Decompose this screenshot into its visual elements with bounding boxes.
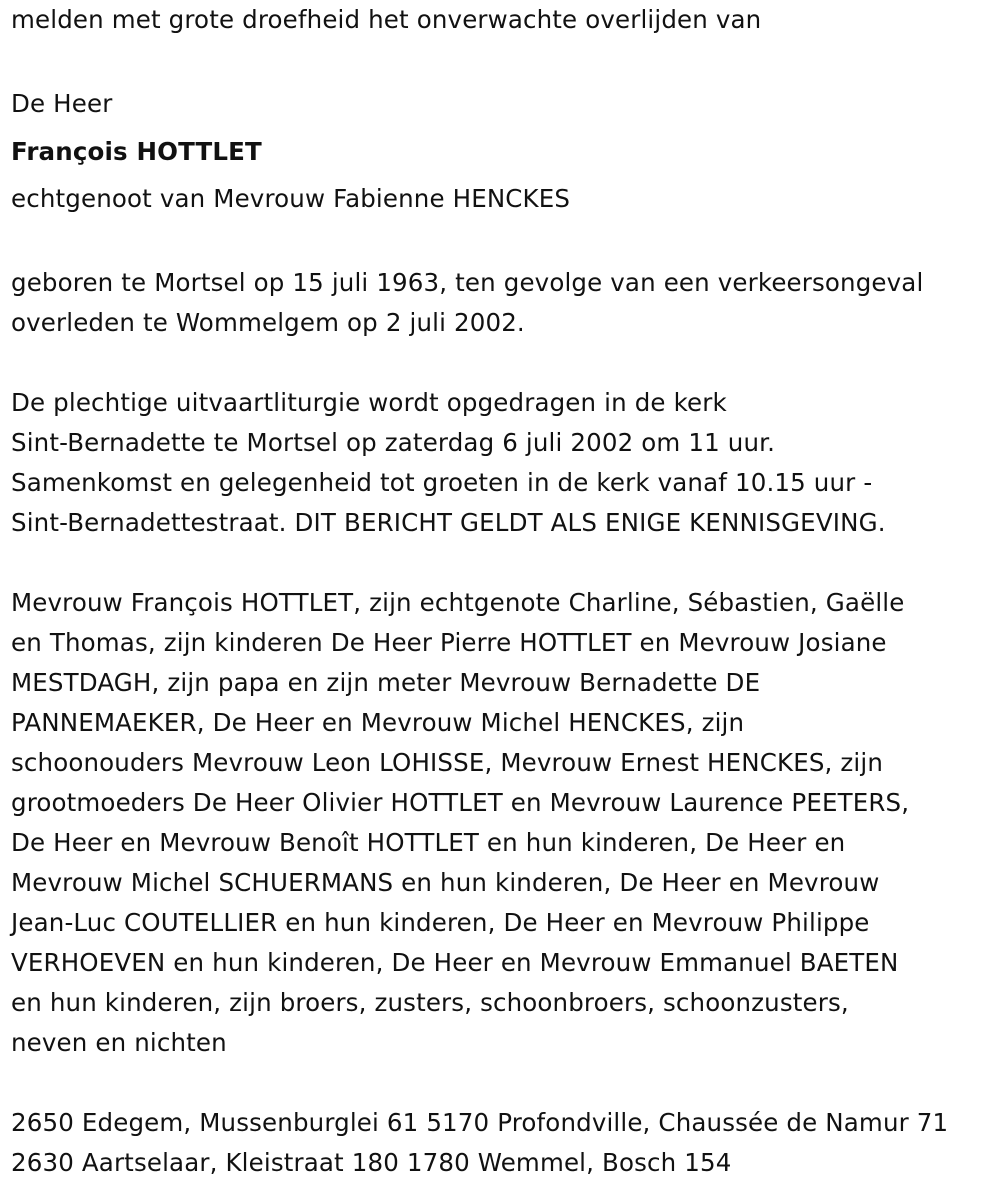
funeral-line: Sint-Bernadette te Mortsel op zaterdag 6 juli 2002 om 11 uur. [11, 428, 776, 457]
intro-line: melden met grote droefheid het onverwachte overlijden van [11, 5, 762, 34]
family-line: Mevrouw François HOTTLET, zijn echtgenote Charline, Sébastien, Gaëlle [11, 588, 905, 617]
family-line: en Thomas, zijn kinderen De Heer Pierre HOTTLET en Mevrouw Josiane [11, 628, 887, 657]
funeral-line: De plechtige uitvaartliturgie wordt opgedragen in de kerk [11, 388, 727, 417]
deceased-name: François HOTTLET [11, 137, 262, 166]
family-line: MESTDAGH, zijn papa en zijn meter Mevrouw Bernadette DE [11, 668, 761, 697]
deceased-spouse: echtgenoot van Mevrouw Fabienne HENCKES [11, 184, 571, 213]
family-line: grootmoeders De Heer Olivier HOTTLET en Mevrouw Laurence PEETERS, [11, 788, 910, 817]
address-line: 2630 Aartselaar, Kleistraat 180 1780 Wemmel, Bosch 154 [11, 1148, 732, 1177]
birth-death-line: geboren te Mortsel op 15 juli 1963, ten gevolge van een verkeersongeval [11, 268, 924, 297]
obituary-document [11, 0, 996, 1183]
family-line: en hun kinderen, zijn broers, zusters, schoonbroers, schoonzusters, [11, 988, 849, 1017]
family-line: Jean-Luc COUTELLIER en hun kinderen, De Heer en Mevrouw Philippe [11, 908, 870, 937]
birth-death-line: overleden te Wommelgem op 2 juli 2002. [11, 308, 525, 337]
family-line: Mevrouw Michel SCHUERMANS en hun kinderen, De Heer en Mevrouw [11, 868, 880, 897]
family-line: VERHOEVEN en hun kinderen, De Heer en Mevrouw Emmanuel BAETEN [11, 948, 899, 977]
family-line: De Heer en Mevrouw Benoît HOTTLET en hun kinderen, De Heer en [11, 828, 846, 857]
address-line: 2650 Edegem, Mussenburglei 61 5170 Profondville, Chaussée de Namur 71 [11, 1108, 949, 1137]
deceased-title: De Heer [11, 89, 113, 118]
spacer [11, 1063, 996, 1103]
spacer [11, 343, 996, 383]
spacer [11, 543, 996, 583]
spacer [11, 223, 996, 263]
family-line: schoonouders Mevrouw Leon LOHISSE, Mevrouw Ernest HENCKES, zijn [11, 748, 884, 777]
funeral-line: Samenkomst en gelegenheid tot groeten in de kerk vanaf 10.15 uur - [11, 468, 873, 497]
family-line: PANNEMAEKER, De Heer en Mevrouw Michel HENCKES, zijn [11, 708, 745, 737]
funeral-line: Sint-Bernadettestraat. DIT BERICHT GELDT ALS ENIGE KENNISGEVING. [11, 508, 886, 537]
spacer [11, 40, 996, 80]
family-line: neven en nichten [11, 1028, 227, 1057]
